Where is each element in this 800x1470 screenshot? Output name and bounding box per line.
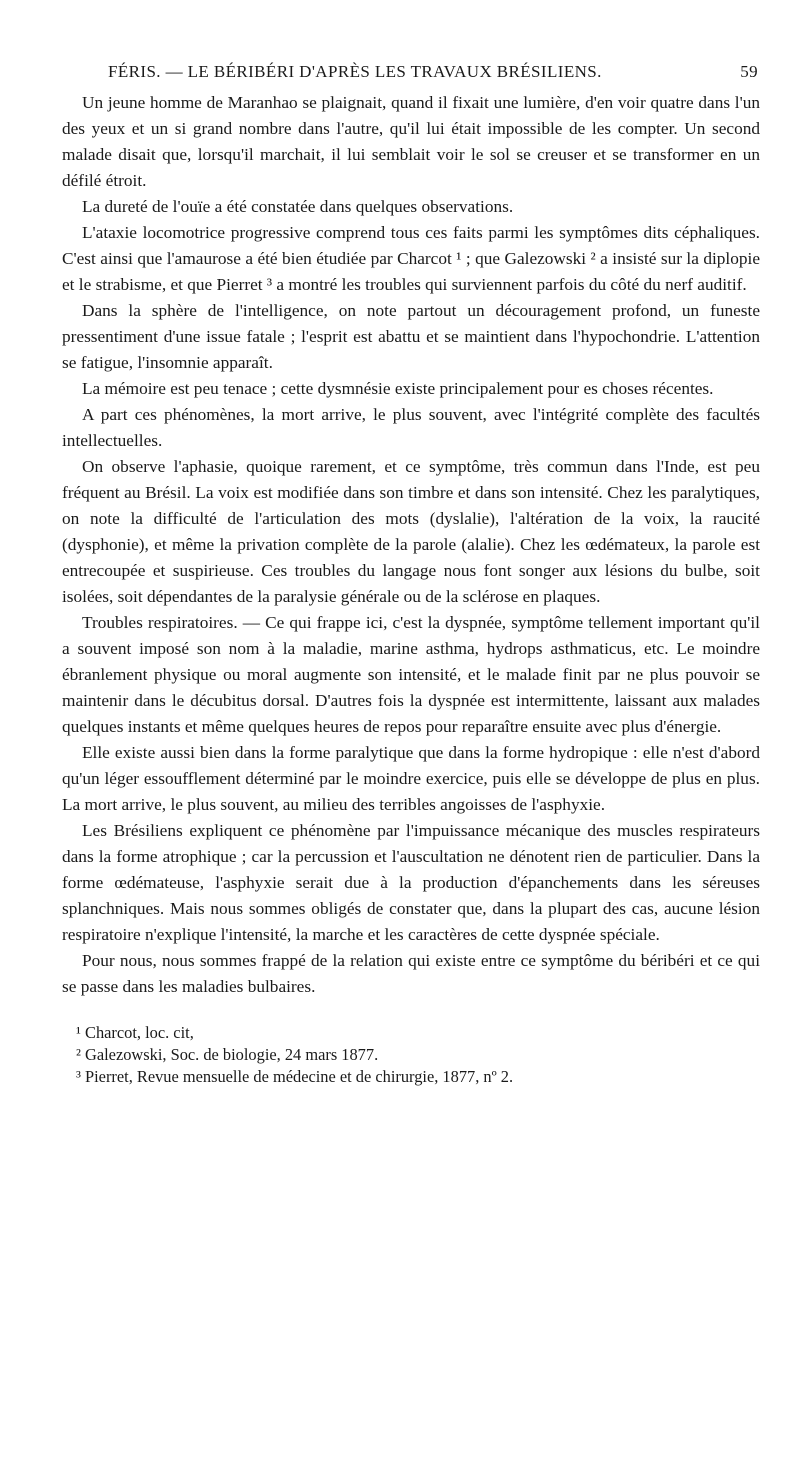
paragraph: La dureté de l'ouïe a été constatée dans quelques observations. (82, 197, 514, 216)
footnote: ³ Pierret, Revue mensuelle de médecine et de chirurgie, 1877, nº 2. (76, 1067, 514, 1086)
paragraph: Un jeune homme de Maranhao se plaignait, quand il fixait une lumière, d'en voir quatre dans l'un des yeux et un si grand nombre dans l'autre, qu'il lui était impossible de les compter. Un second malade disait que, lorsqu'il marchait, il lui semblait voir le sol se creuser et se transformer en un défilé étroit. (62, 93, 760, 190)
footnote: ² Galezowski, Soc. de biologie, 24 mars 1877. (76, 1045, 379, 1064)
paragraph: On observe l'aphasie, quoique rarement, et ce symptôme, très commun dans l'Inde, est peu fréquent au Brésil. La voix est modifiée dans son timbre et dans son intensité. Chez les paralytiques, on note la difficulté de l'articulation des mots (dyslalie), l'altération de la voix, la raucité (dysphonie), et même la privation complète de la parole (alalie). Chez les œdémateux, la parole est entrecoupée et suspirieuse. Ces troubles du langage nous font songer aux lésions du bulbe, soit isolées, soit dépendantes de la paralysie générale ou de la sclérose en plaques. (62, 457, 760, 606)
paragraph: Dans la sphère de l'intelligence, on note partout un découragement profond, un funeste pressentiment d'une issue fatale ; l'esprit est abattu et se maintient dans l'hypochondrie. L'attention se fatigue, l'insomnie apparaît. (62, 301, 760, 372)
running-title: FÉRIS. — LE BÉRIBÉRI D'APRÈS LES TRAVAUX BRÉSILIENS. (108, 62, 602, 81)
body-text (62, 90, 760, 1000)
paragraph: Pour nous, nous sommes frappé de la relation qui existe entre ce symptôme du béribéri et ce qui se passe dans les maladies bulbaires. (62, 951, 760, 996)
paragraph: Les Brésiliens expliquent ce phénomène par l'impuissance mécanique des muscles respirateurs dans la forme atrophique ; car la percussion et l'auscultation ne dénotent rien de particulier. Dans la forme œdémateuse, l'asphyxie serait due à la production d'épanchements dans les séreuses splanchniques. Mais nous sommes obligés de constater que, dans la plupart des cas, aucune lésion respiratoire n'explique l'intensité, la marche et les caractères de cette dyspnée spéciale. (62, 821, 760, 944)
paragraph: Troubles respiratoires. — Ce qui frappe ici, c'est la dyspnée, symptôme tellement important qu'il a souvent imposé son nom à la maladie, marine asthma, hydrops asthmaticus, etc. Le moindre ébranlement physique ou moral augmente son intensité, et le malade finit par ne plus pouvoir se maintenir dans le décubitus dorsal. D'autres fois la dyspnée est intermittente, laissant aux malades quelques instants et même quelques heures de repos pour reparaître ensuite avec plus d'énergie. (62, 613, 760, 736)
running-header (62, 62, 760, 90)
paragraph: A part ces phénomènes, la mort arrive, le plus souvent, avec l'intégrité complète des facultés intellectuelles. (62, 405, 760, 450)
paragraph: L'ataxie locomotrice progressive comprend tous ces faits parmi les symptômes dits céphaliques. C'est ainsi que l'amaurose a été bien étudiée par Charcot ¹ ; que Galezowski ² a insisté sur la diplopie et le strabisme, et que Pierret ³ a montré les troubles qui surviennent parfois du côté du nerf auditif. (62, 223, 760, 294)
footnote: ¹ Charcot, loc. cit, (76, 1023, 194, 1042)
footnotes (62, 1022, 760, 1088)
page-number: 59 (740, 62, 758, 81)
paragraph: Elle existe aussi bien dans la forme paralytique que dans la forme hydropique : elle n'est d'abord qu'un léger essoufflement déterminé par le moindre exercice, puis elle se développe de plus en plus. La mort arrive, le plus souvent, au milieu des terribles angoisses de l'asphyxie. (62, 743, 760, 814)
paragraph: La mémoire est peu tenace ; cette dysmnésie existe principalement pour es choses récentes. (82, 379, 714, 398)
